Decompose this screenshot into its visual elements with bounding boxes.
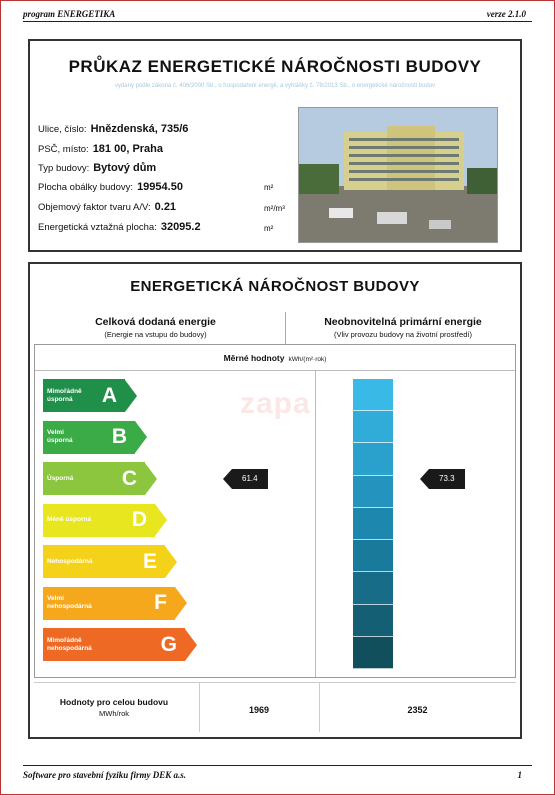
type-row — [38, 162, 156, 174]
energy-scale — [34, 344, 516, 678]
area-unit: m² — [264, 224, 274, 233]
energy-class-label: Velmi úsporná — [47, 429, 73, 444]
primary-energy-bar-segment — [353, 508, 393, 540]
building-photo-icon — [299, 108, 498, 243]
header-rule — [23, 21, 532, 22]
primary-energy-bar-segment — [353, 379, 393, 411]
street-row — [38, 123, 188, 135]
specific-values-unit: kWh/(m²·rok) — [288, 356, 327, 363]
energy-class-body — [43, 504, 155, 537]
specific-values-label: Měrné hodnoty — [223, 353, 285, 363]
footer-rule — [23, 765, 532, 766]
specific-values-heading — [35, 353, 515, 363]
primary-energy-title: Neobnovitelná primární energie — [324, 316, 482, 328]
certificate-title: PRŮKAZ ENERGETICKÉ NÁROČNOSTI BUDOVY — [68, 57, 482, 76]
area-value: 32095.2 — [160, 221, 201, 233]
energy-class-label: Velmi nehospodárná — [47, 595, 92, 610]
delivered-energy-title: Celková dodaná energie — [95, 316, 216, 328]
envelope-unit: m² — [264, 183, 274, 192]
primary-energy-marker — [420, 469, 465, 489]
building-photo — [298, 107, 498, 243]
primary-energy-bar-segment — [353, 540, 393, 572]
totals-label: Hodnoty pro celou budovu — [59, 697, 169, 707]
energy-title: ENERGETICKÁ NÁROČNOST BUDOVY — [130, 278, 420, 295]
delivered-energy-marker-value: 61.4 — [232, 469, 268, 489]
energy-class-arrow-tip — [175, 587, 187, 619]
program-version: verze 2.1.0 — [486, 9, 526, 19]
energy-class-body — [43, 421, 135, 454]
energy-class-body — [43, 587, 175, 620]
energy-class-arrow-tip — [145, 463, 157, 495]
energy-class-label: Mimořádně úsporná — [47, 387, 82, 403]
street-label: Ulice, číslo: — [38, 124, 87, 135]
type-label: Typ budovy: — [38, 163, 90, 174]
totals-heading — [34, 697, 194, 718]
heading-divider — [285, 312, 286, 344]
watermark-text: zapa — [240, 387, 311, 420]
energy-class-letter: B — [111, 425, 127, 448]
delivered-energy-marker-pointer — [223, 469, 232, 489]
primary-energy-bar-segment — [353, 637, 393, 669]
envelope-row — [38, 181, 183, 193]
primary-energy-subtitle: (Vliv provozu budovy na životní prostředí) — [334, 330, 472, 339]
shape-value: 0.21 — [154, 201, 177, 213]
energy-class-letter: C — [121, 466, 137, 490]
totals-row — [34, 682, 516, 732]
certificate-subtitle: vydaný podle zákona č. 406/2000 Sb., o hospodaření energií, a vyhlášky č. 78/2013 Sb., o energetické náročnosti budov — [114, 83, 436, 89]
energy-class-label: Mimořádně nehospodárná — [47, 636, 92, 652]
type-value: Bytový dům — [93, 162, 157, 174]
shape-row — [38, 201, 176, 213]
energy-class-body — [43, 462, 145, 495]
energy-class-label: Nehospodárná — [47, 557, 93, 565]
energy-class-c — [43, 462, 157, 495]
energy-box — [28, 262, 522, 739]
area-row — [38, 221, 201, 233]
delivered-energy-heading — [34, 316, 277, 339]
primary-energy-marker-value: 73.3 — [429, 469, 465, 489]
energy-class-letter: A — [101, 383, 117, 407]
software-credit: Software pro stavební fyziku firmy DEK a.s. — [23, 770, 187, 780]
program-name: program ENERGETIKA — [23, 9, 116, 19]
energy-class-b — [43, 421, 147, 454]
primary-energy-bar-segment — [353, 411, 393, 443]
energy-class-label: Úsporná — [47, 474, 74, 482]
energy-class-g — [43, 628, 197, 661]
scale-column-divider — [315, 371, 316, 677]
envelope-value: 19954.50 — [137, 181, 183, 193]
energy-class-letter: E — [142, 549, 157, 573]
city-value: 181 00, Praha — [92, 143, 164, 155]
page-number: 1 — [517, 770, 522, 780]
energy-class-body — [43, 628, 185, 661]
delivered-energy-subtitle: (Energie na vstupu do budovy) — [104, 330, 207, 339]
area-label: Energetická vztažná plocha: — [38, 222, 157, 233]
energy-class-arrow-tip — [165, 546, 177, 578]
delivered-total-value: 1969 — [248, 705, 270, 715]
street-value: Hnězdenská, 735/6 — [90, 123, 189, 135]
energy-class-d — [43, 504, 167, 537]
energy-class-letter: D — [131, 508, 147, 531]
energy-class-body — [43, 545, 165, 578]
energy-class-a — [43, 379, 137, 412]
primary-energy-bar-segment — [353, 605, 393, 637]
energy-class-e — [43, 545, 177, 578]
certificate-box — [28, 39, 522, 252]
envelope-label: Plocha obálky budovy: — [38, 182, 134, 193]
primary-energy-bar-segment — [353, 572, 393, 604]
primary-total-value: 2352 — [407, 705, 428, 715]
delivered-energy-marker — [223, 469, 268, 489]
primary-energy-bar-segment — [353, 476, 393, 508]
primary-energy-heading — [292, 316, 514, 339]
energy-class-body — [43, 379, 125, 412]
shape-unit: m²/m³ — [264, 204, 285, 213]
primary-energy-bar-segment — [353, 443, 393, 475]
city-label: PSČ, místo: — [38, 144, 89, 155]
energy-class-f — [43, 587, 187, 620]
scale-header-rule — [35, 370, 515, 371]
energy-class-arrow-tip — [185, 629, 197, 661]
primary-energy-marker-pointer — [420, 469, 429, 489]
shape-label: Objemový faktor tvaru A/V: — [38, 202, 151, 213]
totals-unit: MWh/rok — [99, 709, 129, 718]
energy-class-arrow-tip — [135, 421, 147, 453]
city-row — [38, 143, 163, 155]
energy-class-label: Méně úsporná — [47, 516, 92, 523]
energy-class-letter: G — [160, 632, 177, 656]
energy-class-letter: F — [154, 591, 167, 614]
energy-class-arrow-tip — [125, 380, 137, 412]
energy-class-arrow-tip — [155, 504, 167, 536]
